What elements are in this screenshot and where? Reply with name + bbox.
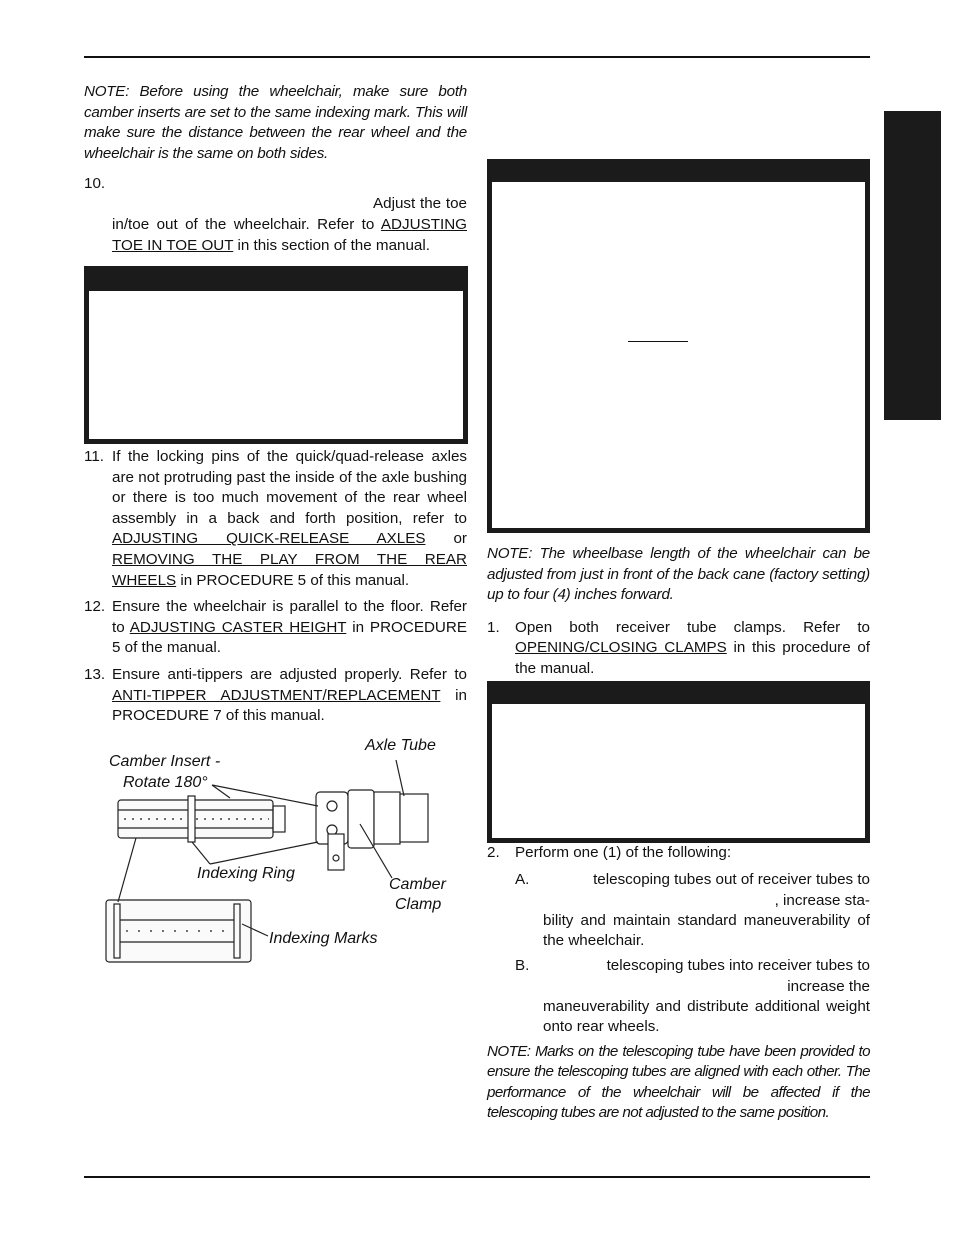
- option-a-text-3: bility and maintain standard maneuverability of the wheelchair.: [543, 911, 870, 950]
- option-a-text-1: telescoping tubes out of receiver tubes to: [593, 870, 870, 888]
- warning-box-body: [89, 291, 463, 439]
- camber-clamp-label: Camber: [389, 876, 446, 893]
- section-tab: [884, 111, 941, 420]
- option-a: [487, 870, 870, 952]
- caster-height-link[interactable]: ADJUSTING CASTER HEIGHT: [129, 618, 347, 636]
- wheelbase-note: NOTE: The wheelbase length of the wheelchair can be adjusted from just in front of the back cane (factory setting) up to four (4) inches forward.: [487, 545, 870, 604]
- indexing-marks-label: Indexing Marks: [269, 930, 378, 947]
- step-10: [84, 174, 467, 258]
- step-text-a: Ensure the wheelchair is parallel to the floor. Refer to: [112, 598, 467, 636]
- adjusting-toe-link[interactable]: ADJUSTING TOE IN TOE OUT: [112, 215, 467, 254]
- warning-box-left: [84, 266, 468, 444]
- step-11: [84, 447, 467, 591]
- quick-release-axles-link[interactable]: ADJUSTING QUICK-RELEASE AXLES: [112, 530, 426, 548]
- step-1: [487, 618, 870, 680]
- step-text-b: in this section of the manual.: [233, 236, 430, 254]
- step-2: [487, 843, 870, 864]
- rotate-label: Rotate 180°: [123, 774, 208, 791]
- warning-box-right-bottom: [487, 681, 870, 843]
- step-12: [84, 597, 467, 659]
- warning-box-right-top: [487, 159, 870, 533]
- step-text-a: Ensure anti-tippers are adjusted properly. Refer to: [112, 665, 467, 683]
- warning-box-body: [492, 704, 865, 838]
- left-column: [84, 82, 467, 258]
- step-text-b: in PROCEDURE 7 of this manual.: [112, 686, 467, 725]
- step-text-b: in this procedure of the manual.: [515, 639, 871, 677]
- step-number: 2.: [487, 844, 500, 861]
- step-13: [84, 665, 467, 727]
- camber-note: NOTE: Before using the wheelchair, make sure both camber inserts are set to the same indexing mark. This will make sure the distance between the rear wheel and the wheelchair is the same on both sides.: [84, 83, 467, 162]
- step-text-c: in PROCEDURE 5 of this manual.: [176, 571, 410, 589]
- step-text-a: Adjust the toe in/toe out of the wheelchair. Refer to: [112, 195, 467, 233]
- camber-insert-label: Camber Insert -: [109, 753, 221, 770]
- option-b-text-2: increase the: [787, 977, 870, 995]
- step-text: Perform one (1) of the following:: [515, 844, 732, 861]
- right-steps: [487, 843, 870, 1124]
- camber-figure: [84, 730, 474, 980]
- camber-clamp-label-2: Clamp: [395, 896, 442, 913]
- right-column: [487, 544, 870, 680]
- removing-play-link[interactable]: REMOVING THE PLAY FROM THE REAR WHEELS: [112, 550, 467, 589]
- option-b-text-1: telescoping tubes into receiver tubes to: [606, 956, 870, 974]
- header-rule: [84, 56, 870, 58]
- opening-closing-clamps-link[interactable]: OPENING/CLOSING CLAMPS: [515, 639, 727, 657]
- step-text-a: Open both receiver tube clamps. Refer to: [515, 618, 870, 636]
- box-underline: [628, 341, 688, 342]
- anti-tipper-link[interactable]: ANTI-TIPPER ADJUSTMENT/REPLACEMENT: [112, 686, 441, 704]
- step-text-b: or: [425, 530, 467, 548]
- step-text: [112, 194, 467, 256]
- warning-box-body: [492, 182, 865, 528]
- telescoping-marks-note: NOTE: Marks on the telescoping tube have been provided to ensure the telescoping tubes are aligned with each other. The performance of the wheelchair will be affected if the telescoping tubes are not adjusted to the same position.: [487, 1042, 870, 1122]
- option-b: [487, 956, 870, 1038]
- option-b-text-3: maneuverability and distribute additional weight onto rear wheels.: [543, 997, 870, 1036]
- footer-rule: [84, 1176, 870, 1178]
- step-text-a: If the locking pins of the quick/quad-release axles are not protruding past the inside of the axle bushing or there is too much movement of the rear wheel assembly in a back and forth position, refer to: [112, 448, 467, 527]
- step-number: 12.: [84, 598, 106, 616]
- step-number: 11.: [84, 448, 104, 465]
- option-b-label: B.: [515, 956, 530, 974]
- step-number: 1.: [487, 618, 500, 636]
- step-number: 10.: [84, 175, 106, 193]
- left-steps: [84, 447, 467, 727]
- option-a-label: A.: [515, 870, 530, 888]
- step-text-b: in PROCEDURE 5 of the manual.: [112, 618, 467, 657]
- step-number: 13.: [84, 665, 106, 683]
- indexing-ring-label: Indexing Ring: [197, 865, 295, 882]
- axle-tube-label: Axle Tube: [365, 737, 436, 754]
- option-a-text-2: , increase sta-: [774, 891, 870, 909]
